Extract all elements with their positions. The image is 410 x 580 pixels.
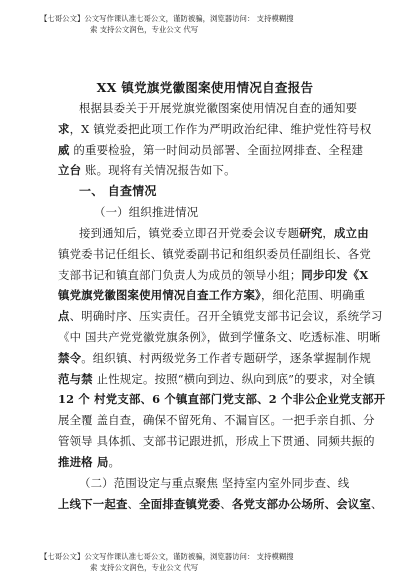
emphasis-text: 一、 自查情况	[79, 184, 157, 198]
paragraph-line	[58, 497, 383, 511]
paragraph-line	[58, 413, 375, 427]
emphasis-text: 镇党旗党徽图案使用情况自查工作方案》	[58, 288, 261, 302]
body-text: 止性规定。按照“横向到边、纵向到底”的要求，对全镇	[92, 372, 376, 386]
emphasis-text: 求	[58, 122, 70, 136]
body-text: 的重要检验，第一时间动员部署、全面拉网排查、全程建	[69, 143, 364, 157]
paragraph-line	[58, 330, 381, 344]
emphasis-text: 研究	[299, 226, 323, 240]
paragraph-line	[58, 434, 375, 448]
paragraph-line	[79, 226, 379, 240]
body-text: （一）组织推进情况	[94, 205, 199, 219]
header-banner-line1: 【七哥公文】公文写作课认准七哥公文，谨防被骗，浏览器访问： 支持模糊搜	[40, 14, 294, 23]
emphasis-text: 推进格 局	[58, 455, 109, 469]
body-text: 、明确时序、压实责任。召开全镇党支部书记会议，系统学习	[69, 309, 383, 323]
footer-banner-line1: 【七哥公文】公文写作课认准七哥公文，谨防被骗，浏览器访问： 支持模糊搜	[40, 552, 294, 561]
section-heading	[79, 184, 379, 198]
paragraph-line	[58, 163, 358, 177]
footer-banner	[40, 551, 380, 573]
body-text: 展全覆 盖自查，确保不留死角、不漏盲区。一把手亲自抓、分	[58, 413, 375, 427]
emphasis-text: 范与禁	[58, 372, 93, 386]
document-title: XX 镇党旗党徽图案使用情况自查报告	[96, 80, 314, 95]
emphasis-text: 12 个 村党支部、6 个镇直部门党支部、2 个非公企业党支部开	[58, 392, 386, 406]
paragraph-line	[58, 143, 364, 157]
body-text: 支部书记和镇直部门负责人为成员的领导小组；	[58, 268, 302, 282]
paragraph-line	[58, 392, 386, 406]
body-text: （二）范围设定与重点聚焦 坚持室内室外同步查、线	[79, 476, 350, 490]
body-text: 账。现将有关情况报告如下。	[81, 163, 236, 177]
emphasis-text: 威	[58, 143, 70, 157]
paragraph-line	[58, 247, 371, 261]
paragraph-line	[58, 372, 376, 386]
footer-banner-line2: 索 支持公文润色，专业公文 代写	[90, 563, 199, 572]
body-text: 、	[220, 497, 232, 511]
header-banner-line2: 索 支持公文润色，专业公文 代写	[90, 25, 199, 34]
emphasis-text: 各党支部办公场所、会议室	[231, 497, 371, 511]
body-text: 、	[370, 497, 383, 511]
paragraph-line	[79, 476, 379, 490]
body-text: 、	[127, 497, 140, 511]
emphasis-text: 禁令	[58, 351, 82, 365]
emphasis-text: 全面排查镇党委	[139, 497, 221, 511]
body-text: 镇党委书记任组长、镇党委副书记和组织委员任副组长、各党	[58, 247, 371, 261]
body-text: 根据县委关于开展党旗党徽图案使用情况自查的通知要	[79, 101, 358, 115]
paragraph-line	[79, 101, 379, 115]
header-banner	[40, 13, 380, 35]
body-text: ，X 镇党委把此项工作作为严明政治纪律、维护党性符号权	[69, 122, 372, 136]
paragraph-line	[58, 122, 372, 136]
body-text: 。	[108, 455, 121, 469]
emphasis-text: 立台	[58, 163, 82, 177]
paragraph-line	[58, 309, 383, 323]
emphasis-text: 上线下一起查	[58, 497, 128, 511]
paragraph-line	[58, 455, 358, 469]
body-text: 。组织镇、村两级党务工作者专题研学，逐条掌握制作规	[81, 351, 371, 365]
emphasis-text: 成立由	[334, 226, 369, 240]
paragraph-line	[58, 288, 366, 302]
paragraph-line	[58, 351, 371, 365]
emphasis-text: 同步印发《X	[301, 268, 369, 282]
body-text: ，	[322, 226, 335, 240]
body-text: 接到通知后，镇党委立即召开党委会议专题	[79, 226, 300, 240]
body-text: 管领导 具体抓、支部书记跟进抓，形成上下贯通、同频共振的	[58, 434, 375, 448]
body-text: 《中 国共产党党徽党旗条例》，做到学懂条文、吃透标准、明晰	[58, 330, 381, 344]
paragraph-line	[58, 268, 369, 282]
subsection-heading	[94, 205, 394, 219]
body-text: ，细化范围、明确重	[260, 288, 366, 302]
emphasis-text: 点	[58, 309, 70, 323]
